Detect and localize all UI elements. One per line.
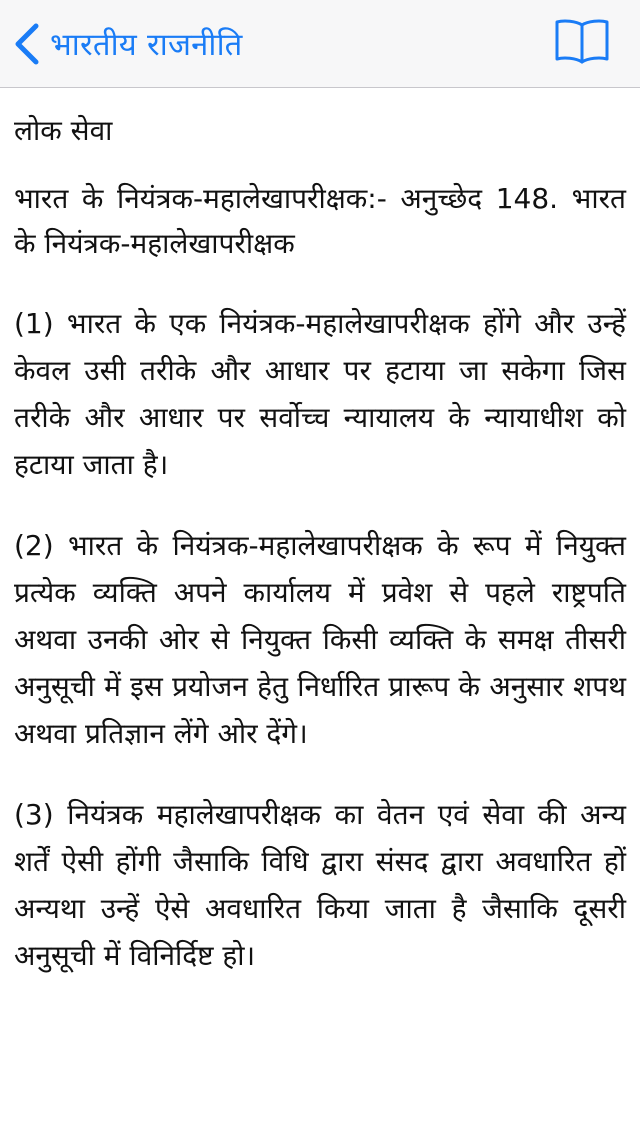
back-button[interactable] [12, 18, 242, 70]
paragraph-heading: भारत के नियंत्रक-महालेखापरीक्षक:- अनुच्छेद 148. भारत के नियंत्रक-महालेखापरीक्षक [14, 182, 626, 260]
bookmark-button[interactable] [554, 17, 610, 69]
navigation-bar [0, 0, 640, 88]
paragraph-clause-1: (1) भारत के एक नियंत्रक-महालेखापरीक्षक होंगे और उन्हें केवल उसी तरीके और आधार पर हटाया जा सकेगा जिस तरीके और आधार पर सर्वोच्च न्यायालय के न्यायाधीश को हटाया जाता है। [14, 307, 626, 481]
section-title: लोक सेवा [14, 114, 113, 147]
article-content [14, 108, 626, 1013]
back-button-label: भारतीय राजनीति [50, 27, 243, 63]
chevron-left-icon [12, 22, 42, 66]
paragraph-clause-2: (2) भारत के नियंत्रक-महालेखापरीक्षक के रूप में नियुक्त प्रत्येक व्यक्ति अपने कार्यालय में प्रवेश से पहले राष्ट्रपति अथवा उनकी ओर से नियुक्त किसी व्यक्ति के समक्ष तीसरी अनुसूची में इस प्रयोजन हेतु निर्धारित प्रारूप के अनुसार शपथ अथवा प्रतिज्ञान लेंगे ओर देंगे। [14, 529, 626, 750]
paragraph-clause-3: (3) नियंत्रक महालेखापरीक्षक का वेतन एवं सेवा की अन्य शर्तें ऐसी होंगी जैसाकि विधि द्वारा संसद द्वारा अवधारित हों अन्यथा उन्हें ऐसे अवधारित किया जाता है जैसाकि दूसरी अनुसूची में विनिर्दिष्ट हो। [14, 798, 626, 972]
open-book-icon [554, 54, 610, 73]
